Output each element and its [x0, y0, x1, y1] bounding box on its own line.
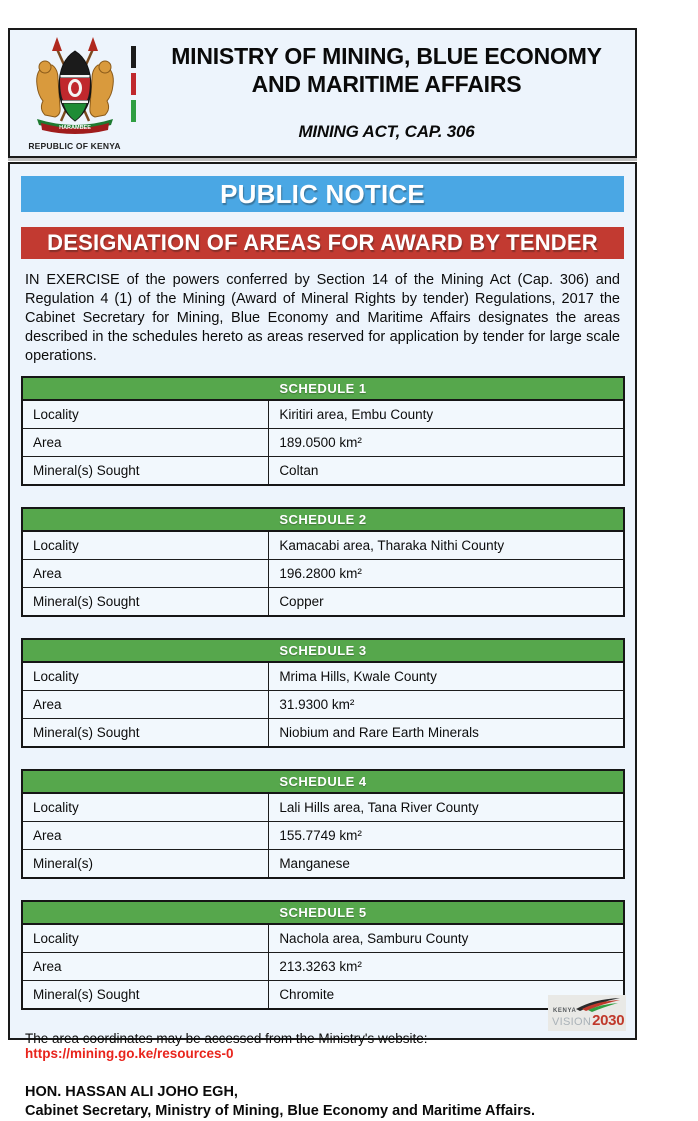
- signature-block: [25, 1083, 620, 1121]
- table-row: [22, 691, 624, 719]
- vision-logo-vision: VISION: [552, 1016, 592, 1028]
- header-box: [8, 28, 637, 158]
- vision-2030-logo: [548, 995, 626, 1031]
- vision-logo-year: 2030: [592, 1012, 625, 1029]
- act-subtitle: MINING ACT, CAP. 306: [298, 122, 475, 141]
- table-row: [22, 953, 624, 981]
- schedule-title: SCHEDULE 2: [22, 508, 624, 531]
- schedule-title: SCHEDULE 5: [22, 901, 624, 924]
- ministry-website-link[interactable]: https://mining.go.ke/resources-0: [25, 1046, 234, 1061]
- logo-area: [10, 30, 146, 156]
- table-row: [22, 793, 624, 822]
- table-row: [22, 719, 624, 748]
- row-label: Area: [22, 953, 269, 981]
- row-label: Mineral(s) Sought: [22, 457, 269, 486]
- signatory-title: Cabinet Secretary, Ministry of Mining, Blue Economy and Maritime Affairs.: [25, 1103, 536, 1119]
- schedule-2-table: [21, 507, 625, 617]
- schedule-title: SCHEDULE 4: [22, 770, 624, 793]
- notice-page: [0, 28, 698, 1119]
- row-label: Area: [22, 560, 269, 588]
- row-value: Kamacabi area, Tharaka Nithi County: [269, 531, 624, 560]
- designation-banner: DESIGNATION OF AREAS FOR AWARD BY TENDER: [21, 227, 624, 259]
- schedule-title: SCHEDULE 1: [22, 377, 624, 400]
- row-label: Area: [22, 822, 269, 850]
- table-row: [22, 531, 624, 560]
- table-row: [22, 429, 624, 457]
- row-value: 213.3263 km²: [269, 953, 624, 981]
- schedule-4-table: [21, 769, 625, 879]
- row-label: Locality: [22, 924, 269, 953]
- schedule-title: SCHEDULE 3: [22, 639, 624, 662]
- vision-logo-kenya: KENYA: [553, 1008, 577, 1014]
- table-row: [22, 560, 624, 588]
- table-row: [22, 662, 624, 691]
- public-notice-banner: PUBLIC NOTICE: [21, 176, 624, 212]
- row-value: Coltan: [269, 457, 624, 486]
- table-row: [22, 588, 624, 617]
- table-row: [22, 400, 624, 429]
- vision-2030-swoosh-icon: [572, 996, 624, 1012]
- coat-of-arms-icon: [27, 35, 123, 135]
- schedule-1-table: [21, 376, 625, 486]
- page-title: MINISTRY OF MINING, BLUE ECONOMY AND MARITIME AFFAIRS: [171, 43, 602, 98]
- row-value: Manganese: [269, 850, 624, 879]
- row-value: 31.9300 km²: [269, 691, 624, 719]
- row-label: Locality: [22, 793, 269, 822]
- table-row: [22, 981, 624, 1010]
- row-label: Mineral(s): [22, 850, 269, 879]
- coordinates-note: [25, 1031, 620, 1061]
- flag-stripe-icon: [131, 46, 136, 122]
- row-value: 196.2800 km²: [269, 560, 624, 588]
- coat-motto: HARAMBEE: [58, 125, 91, 131]
- main-notice-box: [8, 162, 637, 1119]
- schedule-5-table: [21, 900, 625, 1010]
- row-value: Chromite: [269, 981, 624, 1010]
- row-value: Mrima Hills, Kwale County: [269, 662, 624, 691]
- row-value: 155.7749 km²: [269, 822, 624, 850]
- intro-paragraph: IN EXERCISE of the powers conferred by Section 14 of the Mining Act (Cap. 306) and Regulation 4 (1) of the Mining (Award of Mineral Rights by tender) Regulations, 2017 the Cabinet Secretary for Mining, Blue Economy and Maritime Affairs designates the areas described in the schedules hereto as areas reserved for application by tender for large scale operations.: [25, 272, 620, 364]
- row-label: Locality: [22, 531, 269, 560]
- row-value: Niobium and Rare Earth Minerals: [269, 719, 624, 748]
- table-row: [22, 850, 624, 879]
- row-label: Locality: [22, 662, 269, 691]
- row-label: Area: [22, 429, 269, 457]
- header-text: [146, 30, 635, 156]
- row-value: Nachola area, Samburu County: [269, 924, 624, 953]
- table-row: [22, 457, 624, 486]
- row-value: 189.0500 km²: [269, 429, 624, 457]
- coat-label: REPUBLIC OF KENYA: [28, 141, 121, 151]
- coat-of-arms: [25, 35, 125, 151]
- row-value: Lali Hills area, Tana River County: [269, 793, 624, 822]
- row-value: Copper: [269, 588, 624, 617]
- row-label: Mineral(s) Sought: [22, 588, 269, 617]
- table-row: [22, 822, 624, 850]
- schedule-3-table: [21, 638, 625, 748]
- row-value: Kiritiri area, Embu County: [269, 400, 624, 429]
- table-row: [22, 924, 624, 953]
- note-text: The area coordinates may be accessed from the Ministry's website:: [25, 1031, 428, 1046]
- signatory-name: HON. HASSAN ALI JOHO EGH,: [25, 1084, 238, 1100]
- row-label: Mineral(s) Sought: [22, 981, 269, 1010]
- row-label: Locality: [22, 400, 269, 429]
- row-label: Area: [22, 691, 269, 719]
- row-label: Mineral(s) Sought: [22, 719, 269, 748]
